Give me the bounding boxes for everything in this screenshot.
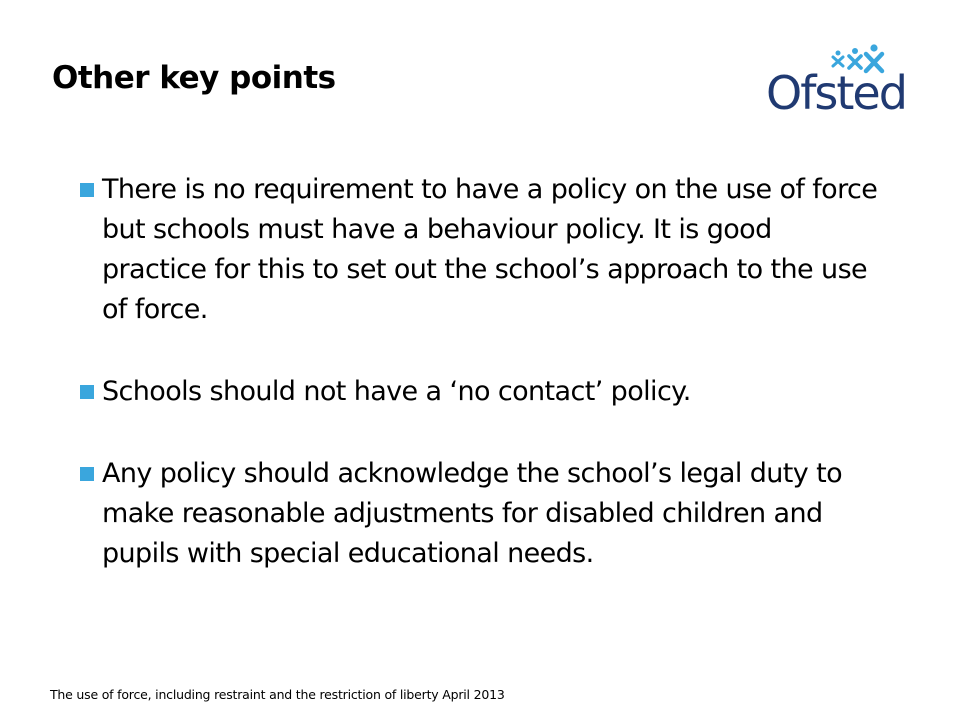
list-item <box>80 372 880 412</box>
bullet-text: There is no requirement to have a policy on the use of force but schools must have a behaviour policy. It is good practice for this to set out the school’s approach to the use of force. <box>102 174 878 325</box>
list-item <box>80 454 880 574</box>
bullet-text: Schools should not have a ‘no contact’ policy. <box>102 376 691 407</box>
slide-footer: The use of force, including restraint and the restriction of liberty April 2013 <box>50 687 505 702</box>
square-bullet-icon <box>80 467 94 481</box>
bullet-text: Any policy should acknowledge the school’s legal duty to make reasonable adjustments for disabled children and pupils with special educational needs. <box>102 458 843 569</box>
square-bullet-icon <box>80 385 94 399</box>
logo-wordmark: Ofsted <box>766 66 906 120</box>
list-item <box>80 170 880 330</box>
square-bullet-icon <box>80 183 94 197</box>
ofsted-logo <box>758 40 918 130</box>
slide-title: Other key points <box>52 60 336 96</box>
bullet-list <box>80 170 880 616</box>
